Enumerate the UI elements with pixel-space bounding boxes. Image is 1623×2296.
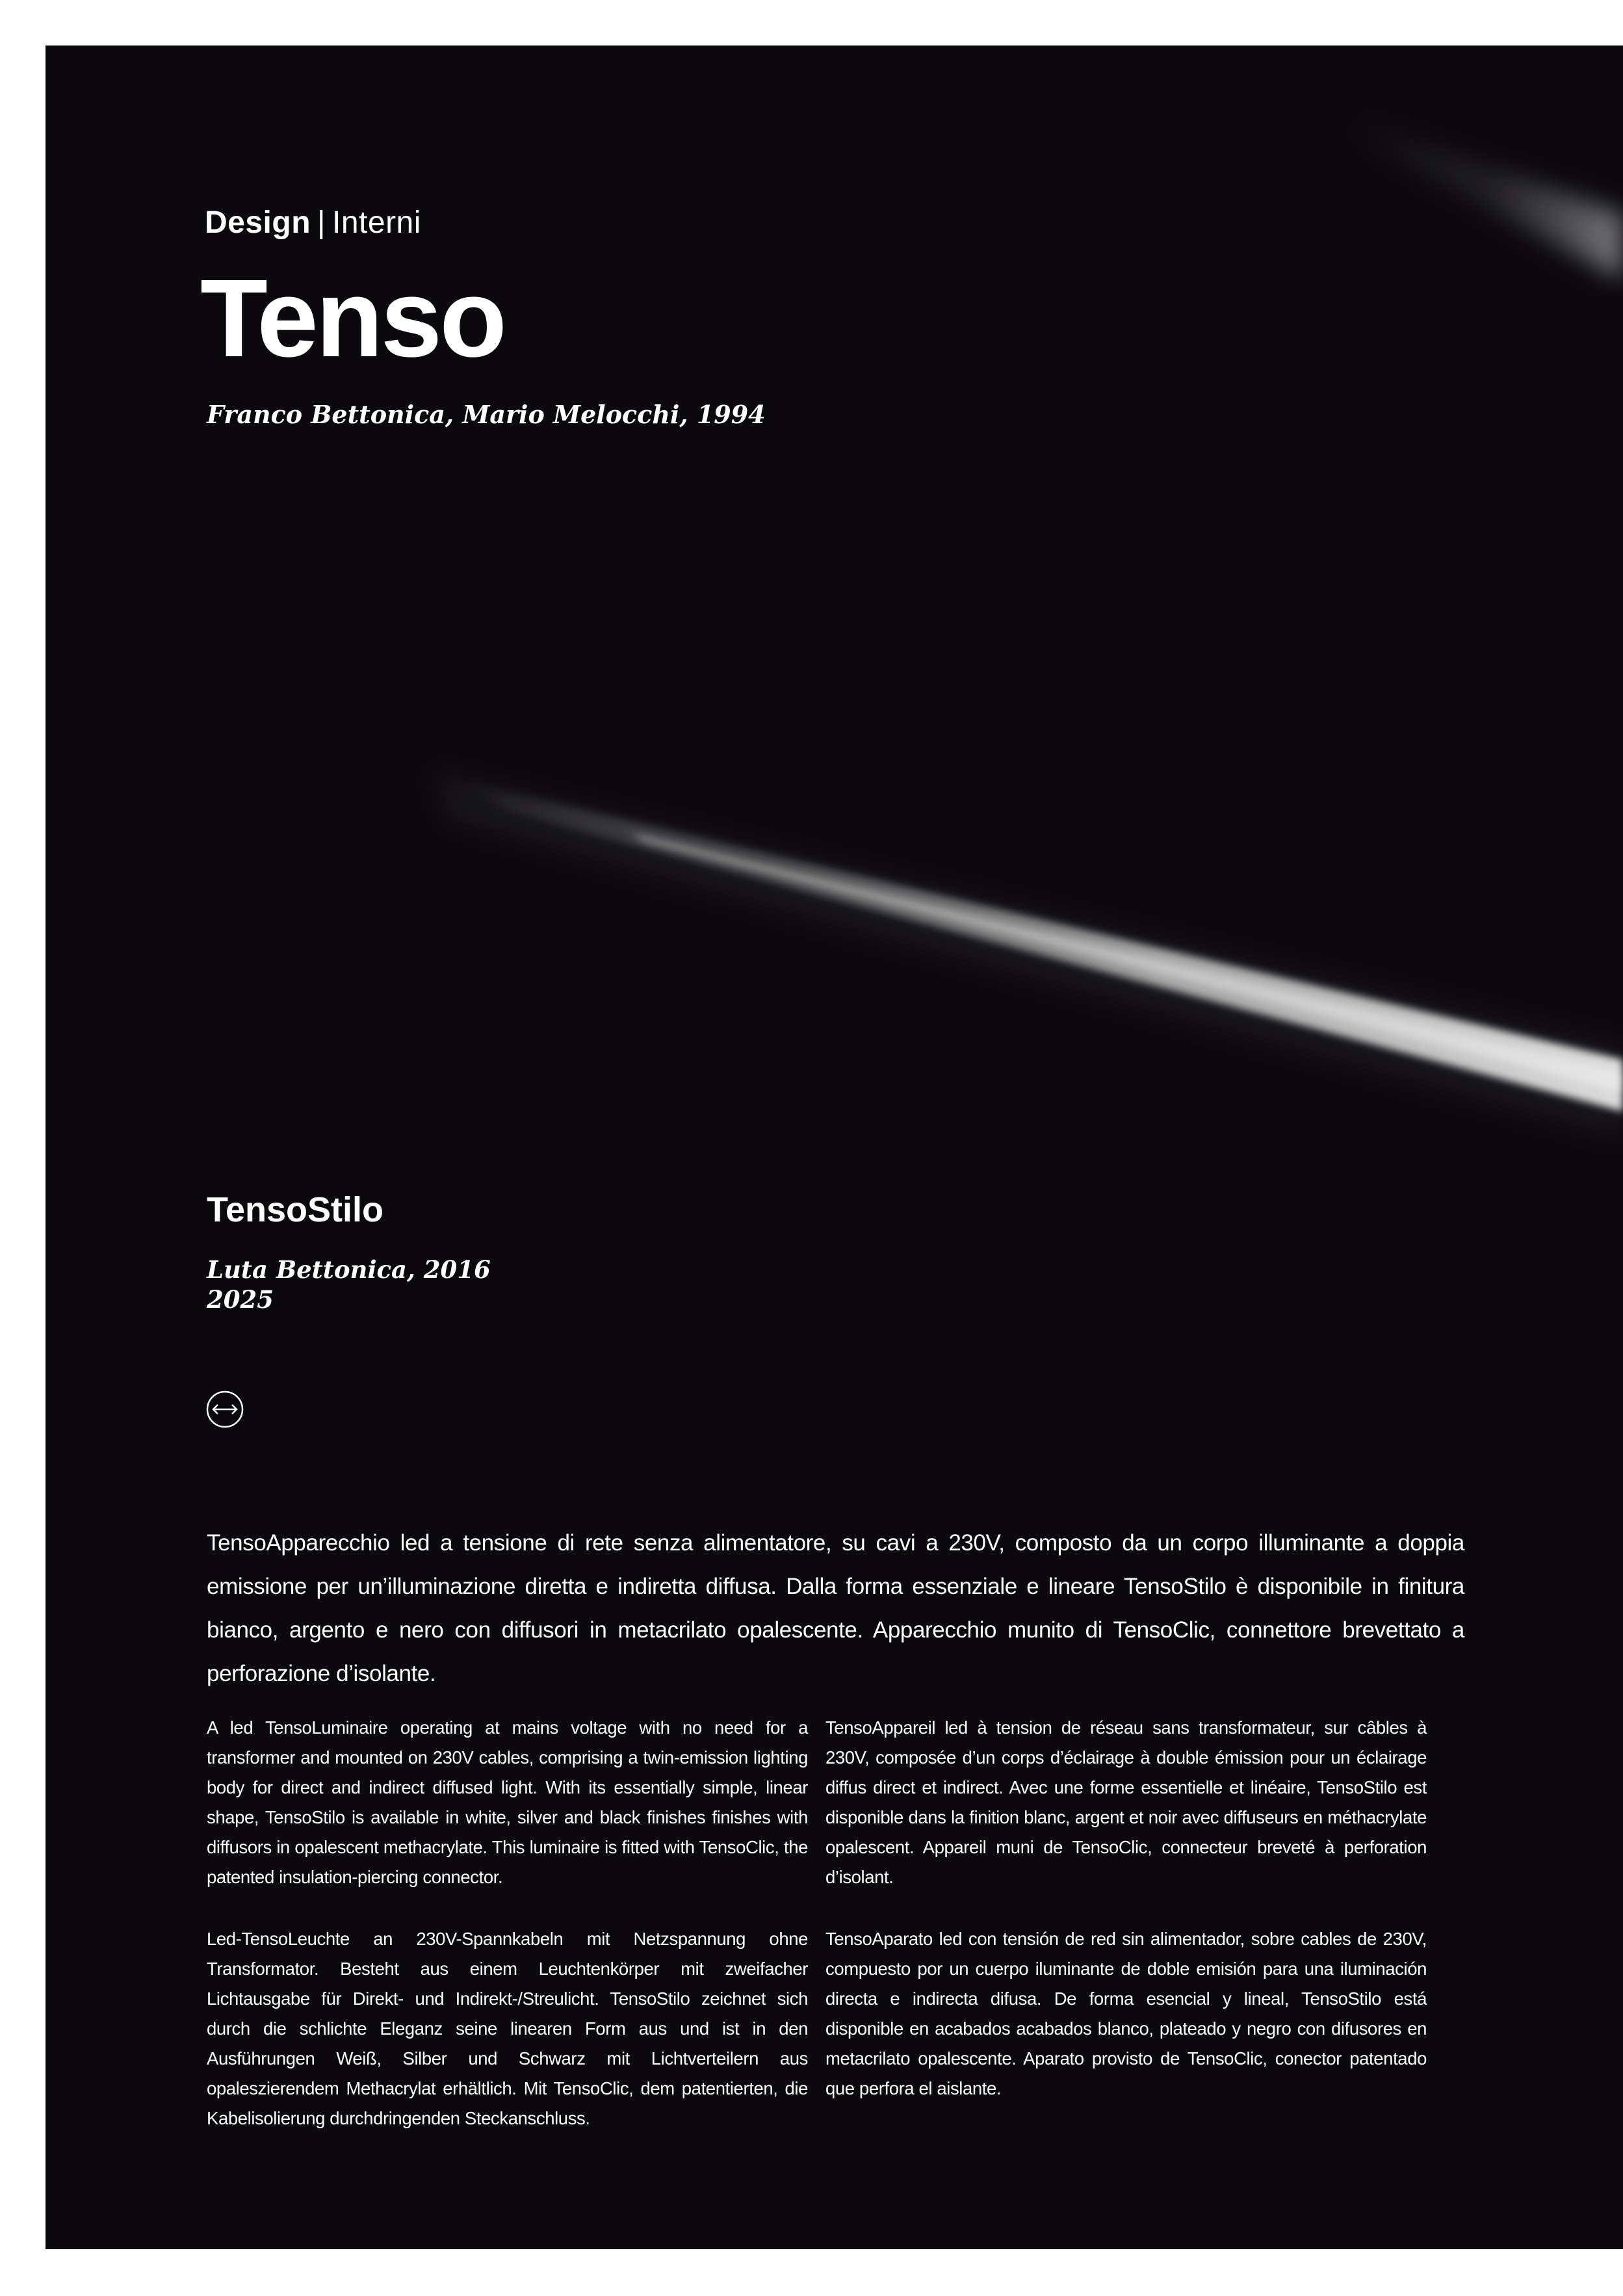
section-separator: | — [317, 205, 326, 240]
product-credit — [207, 1255, 491, 1314]
description-french-text: TensoAppareil led à tension de réseau sans transformateur, sur câbles à 230V, composée d’un corps d’éclairage à double émission pour un éclairage diffus direct et indirect. Avec une forme essentielle et linéaire, TensoStilo est disponible dans la finition blanc, argent et noir avec diffuseurs en méthacrylate opalescent. Appareil muni de TensoClic, connecteur breveté à perforation d’isolant. — [825, 1717, 1427, 1887]
product-year-line: 2025 — [207, 1285, 274, 1314]
section-name: Design — [205, 205, 311, 240]
section-label — [205, 205, 421, 241]
dimension-arrows-icon — [205, 1390, 244, 1429]
page-title: Tenso — [200, 257, 505, 380]
product-panel — [45, 46, 1623, 2249]
product-credit-line: Luta Bettonica, 2016 — [207, 1255, 491, 1284]
description-german-text: Led-TensoLeuchte an 230V-Spannkabeln mit Netzspannung ohne Transformator. Besteht aus einem Leuchtenkörper mit zweifacher Lichtausgabe für Direkt- und Indirekt-/Streulicht. TensoStilo zeichnet sich durch die schlichte Eleganz seine linearen Form aus und ist in den Ausführungen Weiß, Silber und Schwarz mit Lichtverteilern aus opaleszierendem Methacrylat erhältlich. Mit TensoClic, dem patentierten, die Kabelisolierung durchdringenden Steckanschluss. — [207, 1929, 808, 2128]
designers-credit: Franco Bettonica, Mario Melocchi, 1994 — [207, 400, 766, 429]
description-english — [207, 1713, 808, 1892]
description-spanish — [825, 1924, 1427, 2104]
product-name: TensoStilo — [207, 1190, 384, 1229]
description-spanish-text: TensoAparato led con tensión de red sin alimentador, sobre cables de 230V, compuesto por un cuerpo iluminante de doble emisión para una iluminación directa e indirecta difusa. De forma esencial y lineal, TensoStilo está disponible en acabados acabados blanco, plateado y negro con difusores en metacrilato opalescente. Aparato provisto de TensoClic, conector patentado que perfora el aislante. — [825, 1929, 1427, 2098]
subsection-name: Interni — [332, 205, 421, 240]
description-german — [207, 1924, 808, 2133]
description-french — [825, 1713, 1427, 1892]
description-italian: TensoApparecchio led a tensione di rete senza alimentatore, su cavi a 230V, composto da un corpo illuminante a doppia emissione per un’illuminazione diretta e indiretta diffusa. Dalla forma essenziale e lineare TensoStilo è disponibile in finitura bianco, argento e nero con diffusori in metacrilato opalescente. Apparecchio munito di TensoClic, connettore brevettato a perforazione d’isolante. — [207, 1530, 1464, 1686]
description-english-text: A led TensoLuminaire operating at mains voltage with no need for a transformer and mounted on 230V cables, comprising a twin-emission lighting body for direct and indirect diffused light. With its essentially simple, linear shape, TensoStilo is available in white, silver and black finishes finishes with diffusors in opalescent methacrylate. This luminaire is fitted with TensoClic, the patented insulation-piercing connector. — [207, 1717, 808, 1887]
